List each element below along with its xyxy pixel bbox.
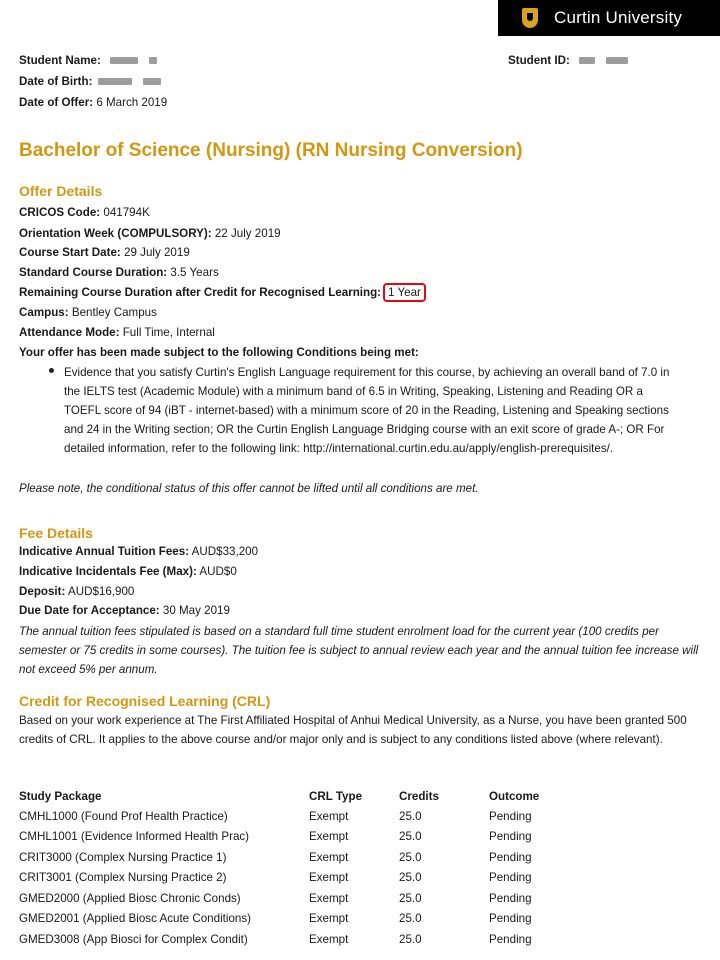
- fee-details-heading: Fee Details: [19, 525, 93, 541]
- annual-fee-line: [19, 544, 258, 560]
- study-package-cell: CRIT3000 (Complex Nursing Practice 1): [19, 850, 227, 864]
- table-row: [19, 827, 609, 848]
- col-study-package: Study Package: [19, 789, 102, 803]
- outcome-cell: Pending: [489, 912, 532, 926]
- course-title: Bachelor of Science (Nursing) (RN Nursing Conversion): [19, 140, 523, 161]
- redacted-id: [579, 57, 595, 64]
- remaining-duration-label: Remaining Course Duration after Credit for Recognised Learning:: [19, 286, 382, 299]
- annual-fee-label: Indicative Annual Tuition Fees:: [19, 545, 190, 558]
- cricos-line: [19, 205, 150, 221]
- start-date-value: 29 July 2019: [124, 246, 190, 259]
- study-package-cell: CMHL1000 (Found Prof Health Practice): [19, 809, 228, 823]
- table-row: [19, 888, 609, 909]
- credits-cell: 25.0: [399, 932, 422, 946]
- crl-type-cell: Exempt: [309, 932, 349, 946]
- redacted-name: [149, 57, 157, 64]
- credits-cell: 25.0: [399, 871, 422, 885]
- standard-duration-value: 3.5 Years: [170, 266, 219, 279]
- incidental-fee-line: [19, 564, 237, 580]
- incidental-fee-label: Indicative Incidentals Fee (Max):: [19, 565, 197, 578]
- attendance-mode-value: Full Time, Internal: [122, 326, 215, 339]
- curtin-shield-icon: [522, 8, 538, 28]
- table-row: [19, 909, 609, 930]
- redacted-id: [606, 57, 628, 64]
- orientation-line: [19, 226, 281, 242]
- crl-type-cell: Exempt: [309, 830, 349, 844]
- condition-text: Evidence that you satisfy Curtin's English Language requirement for this course, by achieving an overall band of 7.0 in the IELTS test (Academic Module) with a minimum band of 6.5 in Writing, Speaking, Listening and Reading OR a TOEFL score of 94 (iBT - internet-based) with a minimum score of 20 in the Reading, Listening and Speaking sections and 24 in the Writing section; OR the Curtin English Language Bridging course with an exit score of grade A-; OR For detailed information, refer to the following link: http://international.curtin.edu.au/apply/english-prerequisites/.: [64, 366, 670, 455]
- crl-type-cell: Exempt: [309, 850, 349, 864]
- study-package-cell: GMED2001 (Applied Biosc Acute Conditions): [19, 912, 251, 926]
- offer-date-value: 6 March 2019: [96, 96, 168, 109]
- outcome-cell: Pending: [489, 850, 532, 864]
- col-crl-type: CRL Type: [309, 789, 363, 803]
- logo-text: Curtin University: [554, 8, 683, 27]
- student-name-line: [19, 53, 157, 69]
- credits-cell: 25.0: [399, 850, 422, 864]
- crl-type-cell: Exempt: [309, 871, 349, 885]
- credits-cell: 25.0: [399, 891, 422, 905]
- remaining-duration-value: 1 Year: [383, 283, 426, 302]
- offer-details-heading: Offer Details: [19, 183, 103, 199]
- table-row: [19, 847, 609, 868]
- crl-table: [19, 786, 609, 950]
- cricos-label: CRICOS Code:: [19, 206, 101, 219]
- deposit-value: AUD$16,900: [67, 585, 135, 598]
- remaining-duration-line: [19, 285, 426, 301]
- fee-note: The annual tuition fees stipulated is based on a standard full time student enrolment load for the current year (100 credits per semester or 75 credits in some courses). The tuition fee is subject to annual review each year and the annual tuition fee increase will not exceed 5% per annum.: [19, 625, 699, 676]
- study-package-cell: CRIT3001 (Complex Nursing Practice 2): [19, 871, 227, 885]
- col-outcome: Outcome: [489, 789, 540, 803]
- orientation-value: 22 July 2019: [214, 227, 281, 240]
- student-id-line: [508, 53, 628, 69]
- outcome-cell: Pending: [489, 830, 532, 844]
- conditions-heading: Your offer has been made subject to the following Conditions being met:: [19, 346, 419, 359]
- study-package-cell: CMHL1001 (Evidence Informed Health Prac): [19, 830, 250, 844]
- orientation-label: Orientation Week (COMPULSORY):: [19, 227, 212, 240]
- crl-type-cell: Exempt: [309, 891, 349, 905]
- table-row: [19, 806, 609, 827]
- col-credits: Credits: [399, 789, 439, 803]
- start-date-label: Course Start Date:: [19, 246, 121, 259]
- attendance-mode-label: Attendance Mode:: [19, 326, 120, 339]
- cricos-value: 041794K: [103, 206, 150, 219]
- crl-body: Based on your work experience at The First Affiliated Hospital of Anhui Medical University, as a Nurse, you have been granted 500 credits of CRL. It applies to the above course and/or major only and is subject to any conditions listed above (where relevant).: [19, 714, 687, 746]
- campus-value: Bentley Campus: [71, 306, 157, 319]
- curtin-logo: [498, 0, 720, 36]
- redacted-name: [110, 57, 138, 64]
- table-header-row: [19, 786, 609, 806]
- annual-fee-value: AUD$33,200: [191, 545, 259, 558]
- outcome-cell: Pending: [489, 932, 532, 946]
- conditions-note: Please note, the conditional status of this offer cannot be lifted until all conditions are met.: [19, 482, 479, 495]
- outcome-cell: Pending: [489, 809, 532, 823]
- due-date-label: Due Date for Acceptance:: [19, 604, 160, 617]
- crl-heading: Credit for Recognised Learning (CRL): [19, 693, 271, 709]
- crl-type-cell: Exempt: [309, 912, 349, 926]
- start-date-line: [19, 245, 190, 261]
- standard-duration-line: [19, 265, 219, 281]
- due-date-line: [19, 603, 230, 619]
- outcome-cell: Pending: [489, 871, 532, 885]
- outcome-cell: Pending: [489, 891, 532, 905]
- dob-line: [19, 74, 161, 90]
- incidental-fee-value: AUD$0: [199, 565, 237, 578]
- crl-type-cell: Exempt: [309, 809, 349, 823]
- attendance-mode-line: [19, 325, 215, 341]
- due-date-value: 30 May 2019: [162, 604, 230, 617]
- credits-cell: 25.0: [399, 912, 422, 926]
- student-id-label: Student ID:: [508, 54, 570, 67]
- deposit-line: [19, 584, 134, 600]
- standard-duration-label: Standard Course Duration:: [19, 266, 168, 279]
- campus-label: Campus:: [19, 306, 69, 319]
- table-row: [19, 868, 609, 889]
- credits-cell: 25.0: [399, 830, 422, 844]
- study-package-cell: GMED2000 (Applied Biosc Chronic Conds): [19, 891, 241, 905]
- credits-cell: 25.0: [399, 809, 422, 823]
- study-package-cell: GMED3008 (App Biosci for Complex Condit): [19, 932, 248, 946]
- campus-line: [19, 305, 157, 321]
- deposit-label: Deposit:: [19, 585, 66, 598]
- offer-date-line: [19, 95, 167, 111]
- table-row: [19, 929, 609, 950]
- redacted-dob: [143, 78, 161, 85]
- dob-label: Date of Birth:: [19, 75, 93, 88]
- student-name-label: Student Name:: [19, 54, 101, 67]
- offer-date-label: Date of Offer:: [19, 96, 94, 109]
- redacted-dob: [98, 78, 132, 85]
- bullet-icon: [49, 368, 54, 373]
